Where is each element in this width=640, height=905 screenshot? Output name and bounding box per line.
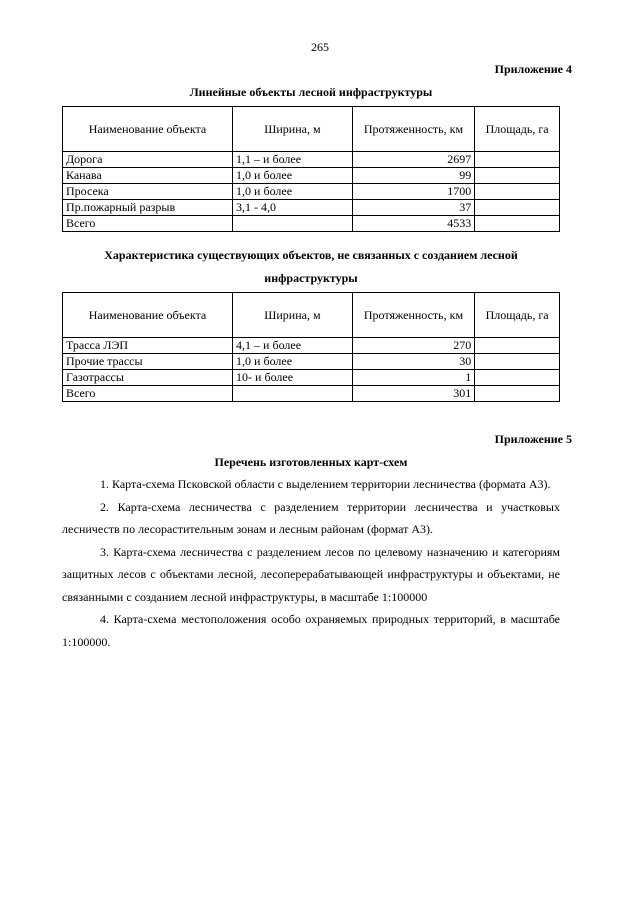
linear-objects-table: [62, 106, 560, 232]
column-header-name: Наименование объекта: [63, 293, 233, 338]
cell-width: 10- и более: [233, 370, 353, 386]
cell-name: Всего: [63, 216, 233, 232]
cell-area: [475, 216, 560, 232]
cell-width: 1,0 и более: [233, 168, 353, 184]
cell-name: Канава: [63, 168, 233, 184]
cell-name: Трасса ЛЭП: [63, 338, 233, 354]
cell-length: 4533: [352, 216, 474, 232]
cell-width: [233, 216, 353, 232]
cell-area: [475, 370, 560, 386]
cell-length: 1700: [352, 184, 474, 200]
cell-width: 1,0 и более: [233, 184, 353, 200]
table1-title: Линейные объекты лесной инфраструктуры: [189, 85, 433, 99]
column-header-area: Площадь, га: [475, 107, 560, 152]
cell-name: Всего: [63, 386, 233, 402]
page-number: 265: [311, 40, 329, 54]
table-row: [63, 354, 560, 370]
list-item: 4. Карта-схема местоположения особо охраняемых природных территорий, в масштабе 1:100000.: [62, 612, 560, 649]
other-objects-table: [62, 292, 560, 402]
cell-width: 3,1 - 4,0: [233, 200, 353, 216]
table-header-row: [63, 293, 560, 338]
table-row: [63, 152, 560, 168]
cell-length: 2697: [352, 152, 474, 168]
column-header-length: Протяженность, км: [352, 107, 474, 152]
cell-area: [475, 354, 560, 370]
column-header-length: Протяженность, км: [352, 293, 474, 338]
column-header-width: Ширина, м: [233, 293, 353, 338]
cell-area: [475, 168, 560, 184]
cell-length: 99: [352, 168, 474, 184]
maps-list: [62, 473, 560, 653]
appendix-5-label: Приложение 5: [494, 432, 572, 446]
cell-length: 37: [352, 200, 474, 216]
table-row: [63, 338, 560, 354]
cell-length: 270: [352, 338, 474, 354]
table-row: [63, 200, 560, 216]
cell-area: [475, 338, 560, 354]
cell-width: [233, 386, 353, 402]
table-row-total: [63, 386, 560, 402]
column-header-width: Ширина, м: [233, 107, 353, 152]
table2-title-line1: Характеристика существующих объектов, не связанных с созданием лесной: [104, 248, 518, 262]
table-header-row: [63, 107, 560, 152]
maps-list-title: Перечень изготовленных карт-схем: [214, 455, 408, 469]
cell-area: [475, 152, 560, 168]
cell-length: 30: [352, 354, 474, 370]
cell-name: Газотрассы: [63, 370, 233, 386]
cell-name: Пр.пожарный разрыв: [63, 200, 233, 216]
table-row-total: [63, 216, 560, 232]
column-header-name: Наименование объекта: [63, 107, 233, 152]
cell-name: Прочие трассы: [63, 354, 233, 370]
list-item: 1. Карта-схема Псковской области с выделением территории лесничества (формата А3).: [100, 477, 551, 491]
table-row: [63, 168, 560, 184]
list-item: 3. Карта-схема лесничества с разделением лесов по целевому назначению и категориям защитных лесов с объектами лесной, лесоперерабатывающей инфраструктуры и объектами, не связанными с созданием лесной инфраструктуры, в масштабе 1:100000: [62, 544, 560, 604]
appendix-4-label: Приложение 4: [494, 62, 572, 76]
cell-width: 1,0 и более: [233, 354, 353, 370]
table2-title-line2: инфраструктуры: [264, 271, 358, 285]
cell-name: Дорога: [63, 152, 233, 168]
column-header-area: Площадь, га: [475, 293, 560, 338]
cell-area: [475, 184, 560, 200]
cell-width: 4,1 – и более: [233, 338, 353, 354]
cell-width: 1,1 – и более: [233, 152, 353, 168]
table-row: [63, 184, 560, 200]
cell-name: Просека: [63, 184, 233, 200]
cell-length: 301: [352, 386, 474, 402]
cell-length: 1: [352, 370, 474, 386]
list-item: 2. Карта-схема лесничества с разделением территории лесничества и участковых лесничеств по лесорастительным зонам и лесным районам (формат А3).: [62, 499, 560, 536]
cell-area: [475, 386, 560, 402]
cell-area: [475, 200, 560, 216]
table-row: [63, 370, 560, 386]
